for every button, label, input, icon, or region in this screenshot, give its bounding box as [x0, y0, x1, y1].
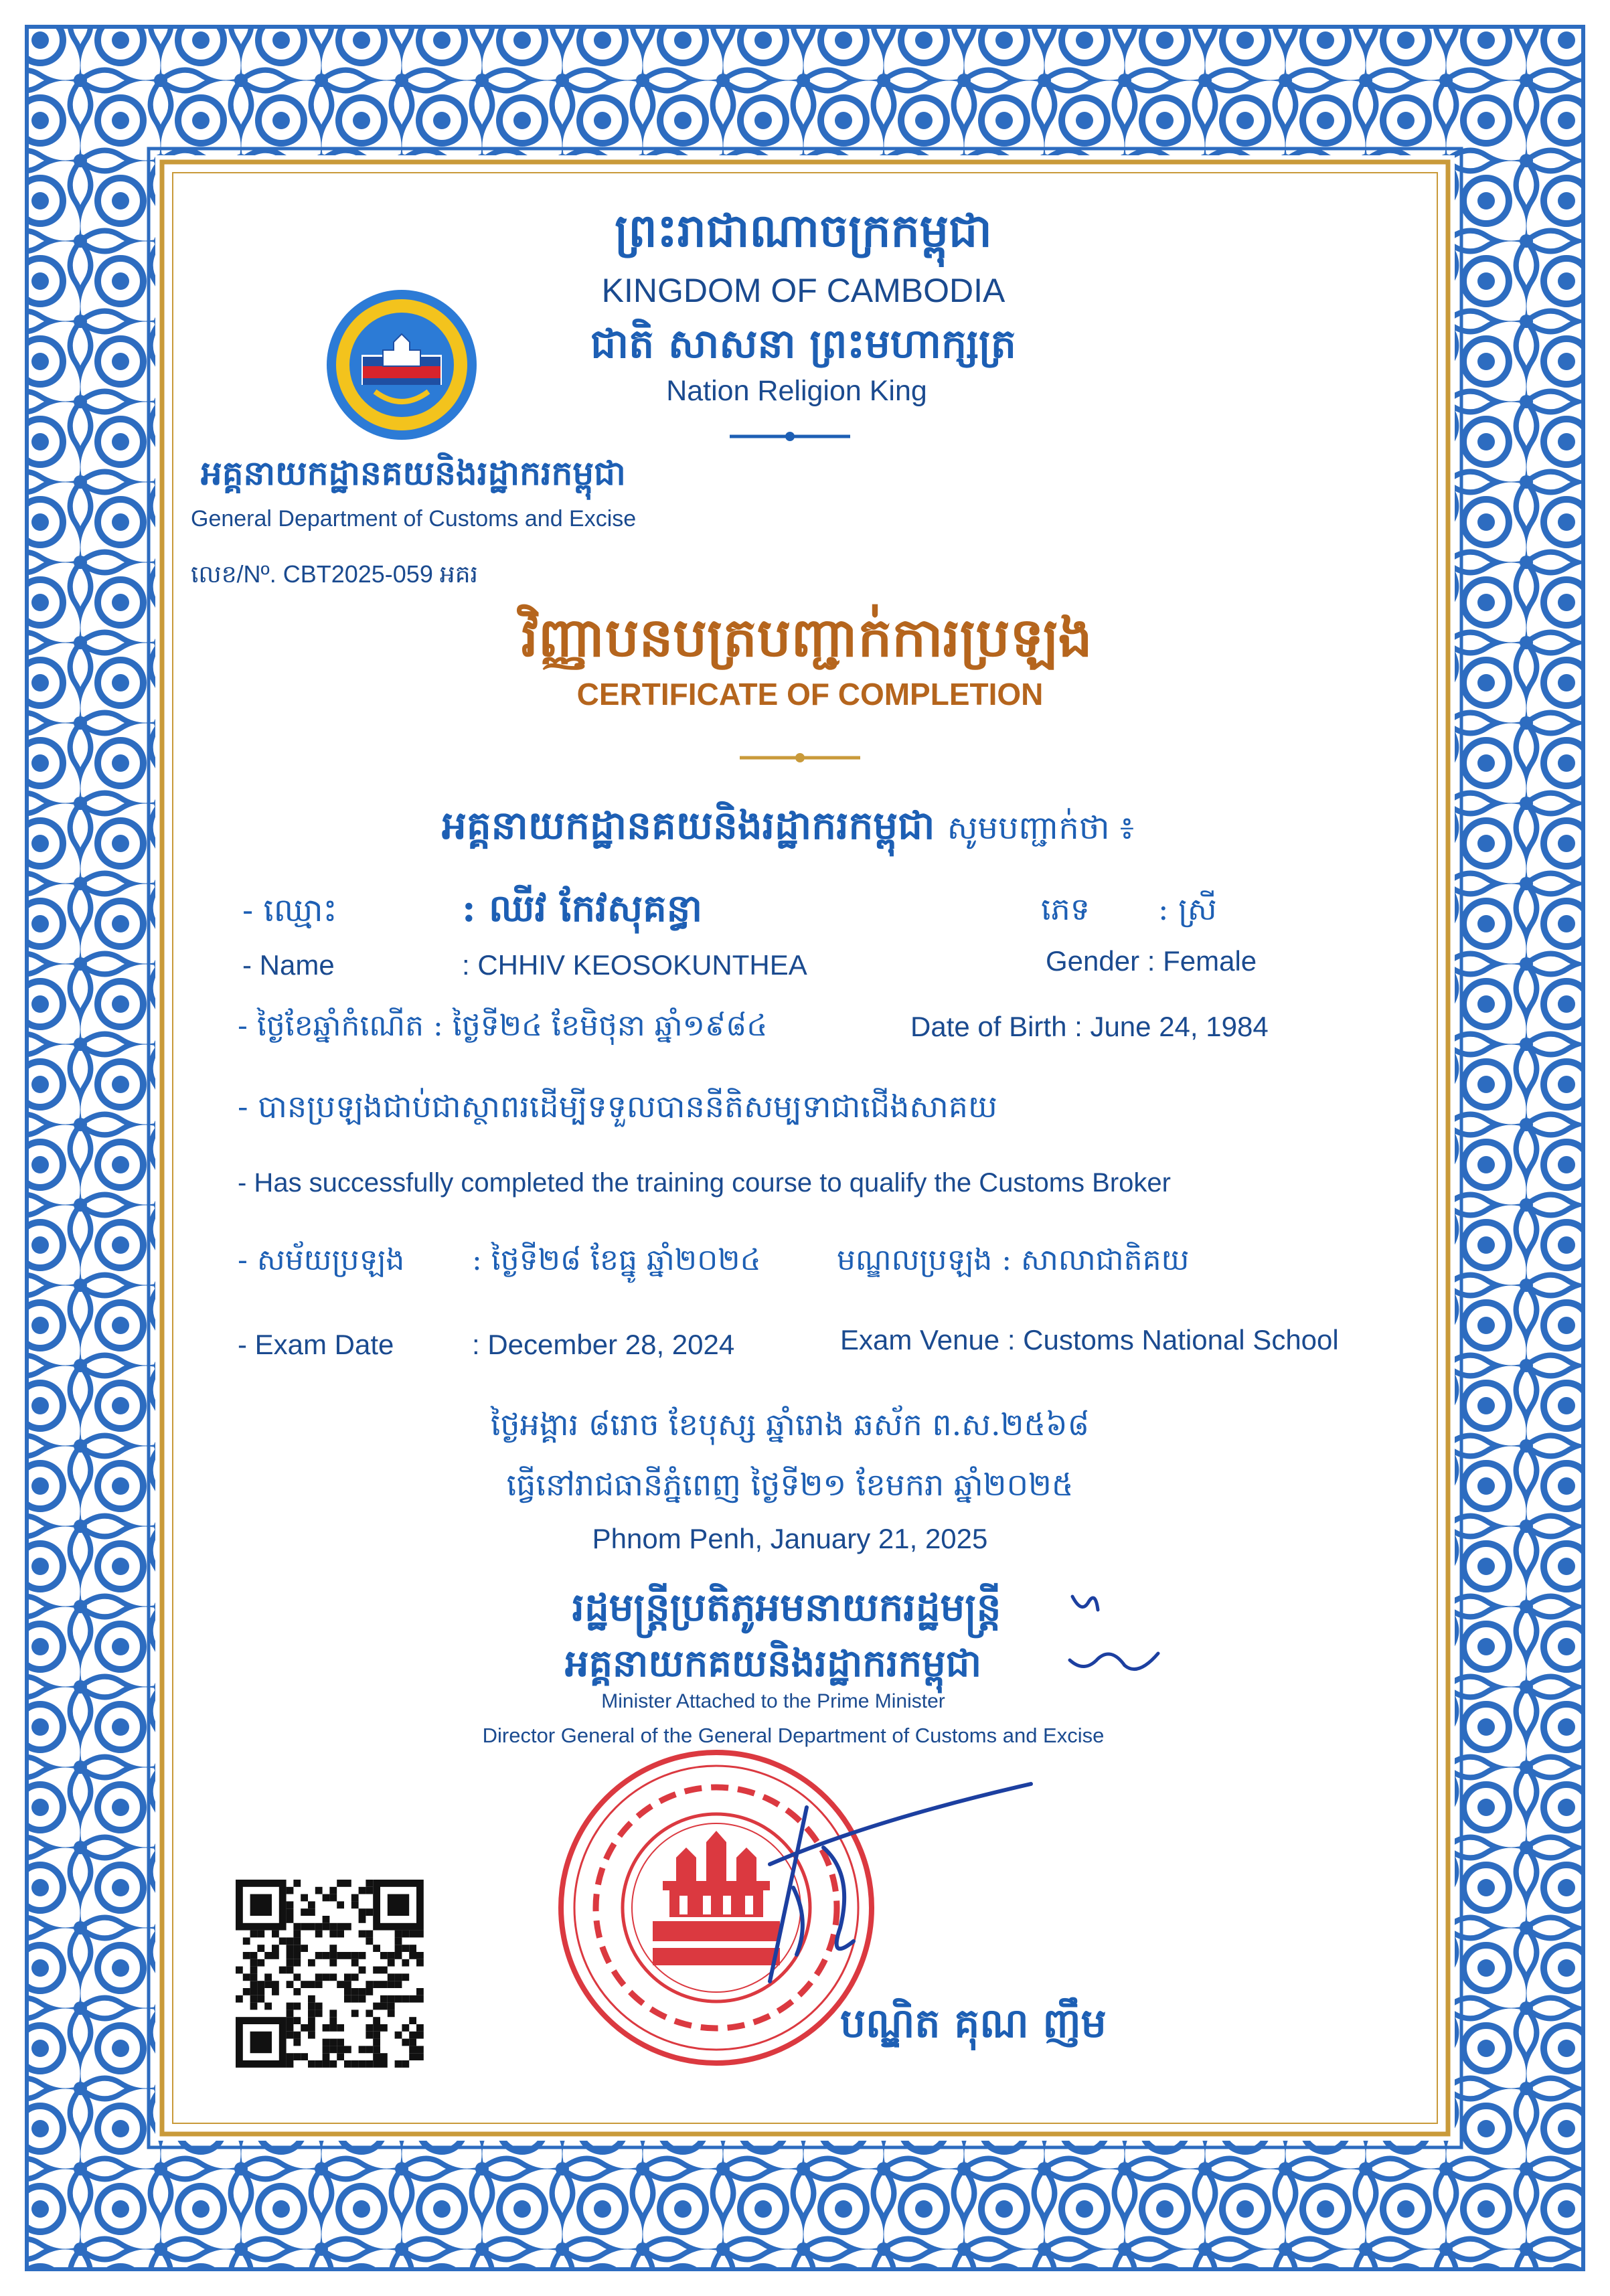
exam-date-value-en: : December 28, 2024	[472, 1329, 735, 1360]
exam-date-value-km: : ថ្ងៃទី២៨ ខែធ្នូ ឆ្នាំ២០២៤	[472, 1243, 761, 1277]
motto-en: Nation Religion King	[666, 375, 927, 407]
signature-mark	[770, 1784, 1031, 1981]
certify-org-km: អគ្គនាយកដ្ឋានគយនិងរដ្ឋាករកម្ពុជា	[442, 803, 935, 848]
course-en: - Has successfully completed the training course to qualify the Customs Broker	[238, 1168, 1171, 1198]
signatory-title2-km: អគ្គនាយកគយនិងរដ្ឋាករកម្ពុជា	[564, 1641, 982, 1686]
gender-label-km: ភេទ	[1041, 891, 1090, 927]
course-km: - បានប្រឡងជាប់ជាស្ថាពរដើម្បីទទួលបាននីតិសម្បទាជាជើងសាគយ	[238, 1088, 997, 1125]
exam-date-label-km: - សម័យប្រឡង	[238, 1243, 405, 1277]
title-divider	[740, 753, 860, 762]
qr-code	[232, 1876, 428, 2072]
dob-km: - ថ្ងៃខែឆ្នាំកំណើត : ថ្ងៃទី២៤ ខែមិថុនា ឆ្នាំ១៩៨៤	[238, 1009, 768, 1043]
official-seal	[561, 1752, 872, 2063]
initials-mark	[1070, 1596, 1158, 1669]
name-value-km: : ឈីវ កែវសុគន្ធា	[462, 886, 703, 930]
reference-number: លេខ/Nº. CBT2025-059 អគរ	[191, 560, 478, 588]
certificate-title-en: CERTIFICATE OF COMPLETION	[576, 677, 1044, 712]
issuer-name-km: អគ្គនាយកដ្ឋានគយនិងរដ្ឋាករកម្ពុជា	[201, 453, 626, 493]
dob-en: Date of Birth : June 24, 1984	[910, 1011, 1269, 1042]
exam-venue-km: មណ្ឌលប្រឡង : សាលាជាតិគយ	[837, 1243, 1190, 1277]
exam-date-label-en: - Exam Date	[238, 1329, 394, 1360]
motto-km: ជាតិ សាសនា ព្រះមហាក្សត្រ	[590, 321, 1016, 367]
issue-place-en: Phnom Penh, January 21, 2025	[592, 1523, 988, 1554]
signatory-title2-en: Director General of the General Department of Customs and Excise	[482, 1724, 1105, 1747]
name-value-en: : CHHIV KEOSOKUNTHEA	[462, 949, 807, 981]
certificate-title-km: វិញ្ញាបនបត្របញ្ជាក់ការប្រឡង	[521, 606, 1093, 669]
issuer-name-en: General Department of Customs and Excise	[191, 506, 637, 531]
signatory-title1-km: រដ្ឋមន្ត្រីប្រតិភូអមនាយករដ្ឋមន្ត្រី	[572, 1584, 1001, 1630]
gender-value-km: : ស្រី	[1158, 891, 1217, 927]
kingdom-km: ព្រះរាជាណាចក្រកម្ពុជា	[615, 204, 992, 258]
header-divider	[730, 432, 850, 441]
issue-place-km: ធ្វើនៅរាជធានីភ្នំពេញ ថ្ងៃទី២១ ខែមករា ឆ្នាំ២០២៥	[506, 1467, 1074, 1503]
customs-emblem	[327, 290, 477, 440]
exam-venue-en: Exam Venue : Customs National School	[840, 1324, 1339, 1356]
certify-text-km: សូមបញ្ជាក់ថា ៖	[947, 809, 1134, 847]
lunar-date-km: ថ្ងៃអង្គារ ៨រោច ខែបុស្ស ឆ្នាំរោង ឆស័ក ព.ស.២៥៦៨	[490, 1406, 1090, 1443]
gender-en: Gender : Female	[1046, 945, 1257, 977]
signatory-title1-en: Minister Attached to the Prime Minister	[601, 1690, 945, 1712]
name-label-km: - ឈ្មោះ	[242, 892, 337, 929]
name-label-en: - Name	[242, 949, 335, 981]
kingdom-en: KINGDOM OF CAMBODIA	[601, 272, 1005, 309]
signatory-name-km: បណ្ឌិត គុណ ញឹម	[840, 2000, 1107, 2047]
certify-line	[442, 801, 1134, 858]
